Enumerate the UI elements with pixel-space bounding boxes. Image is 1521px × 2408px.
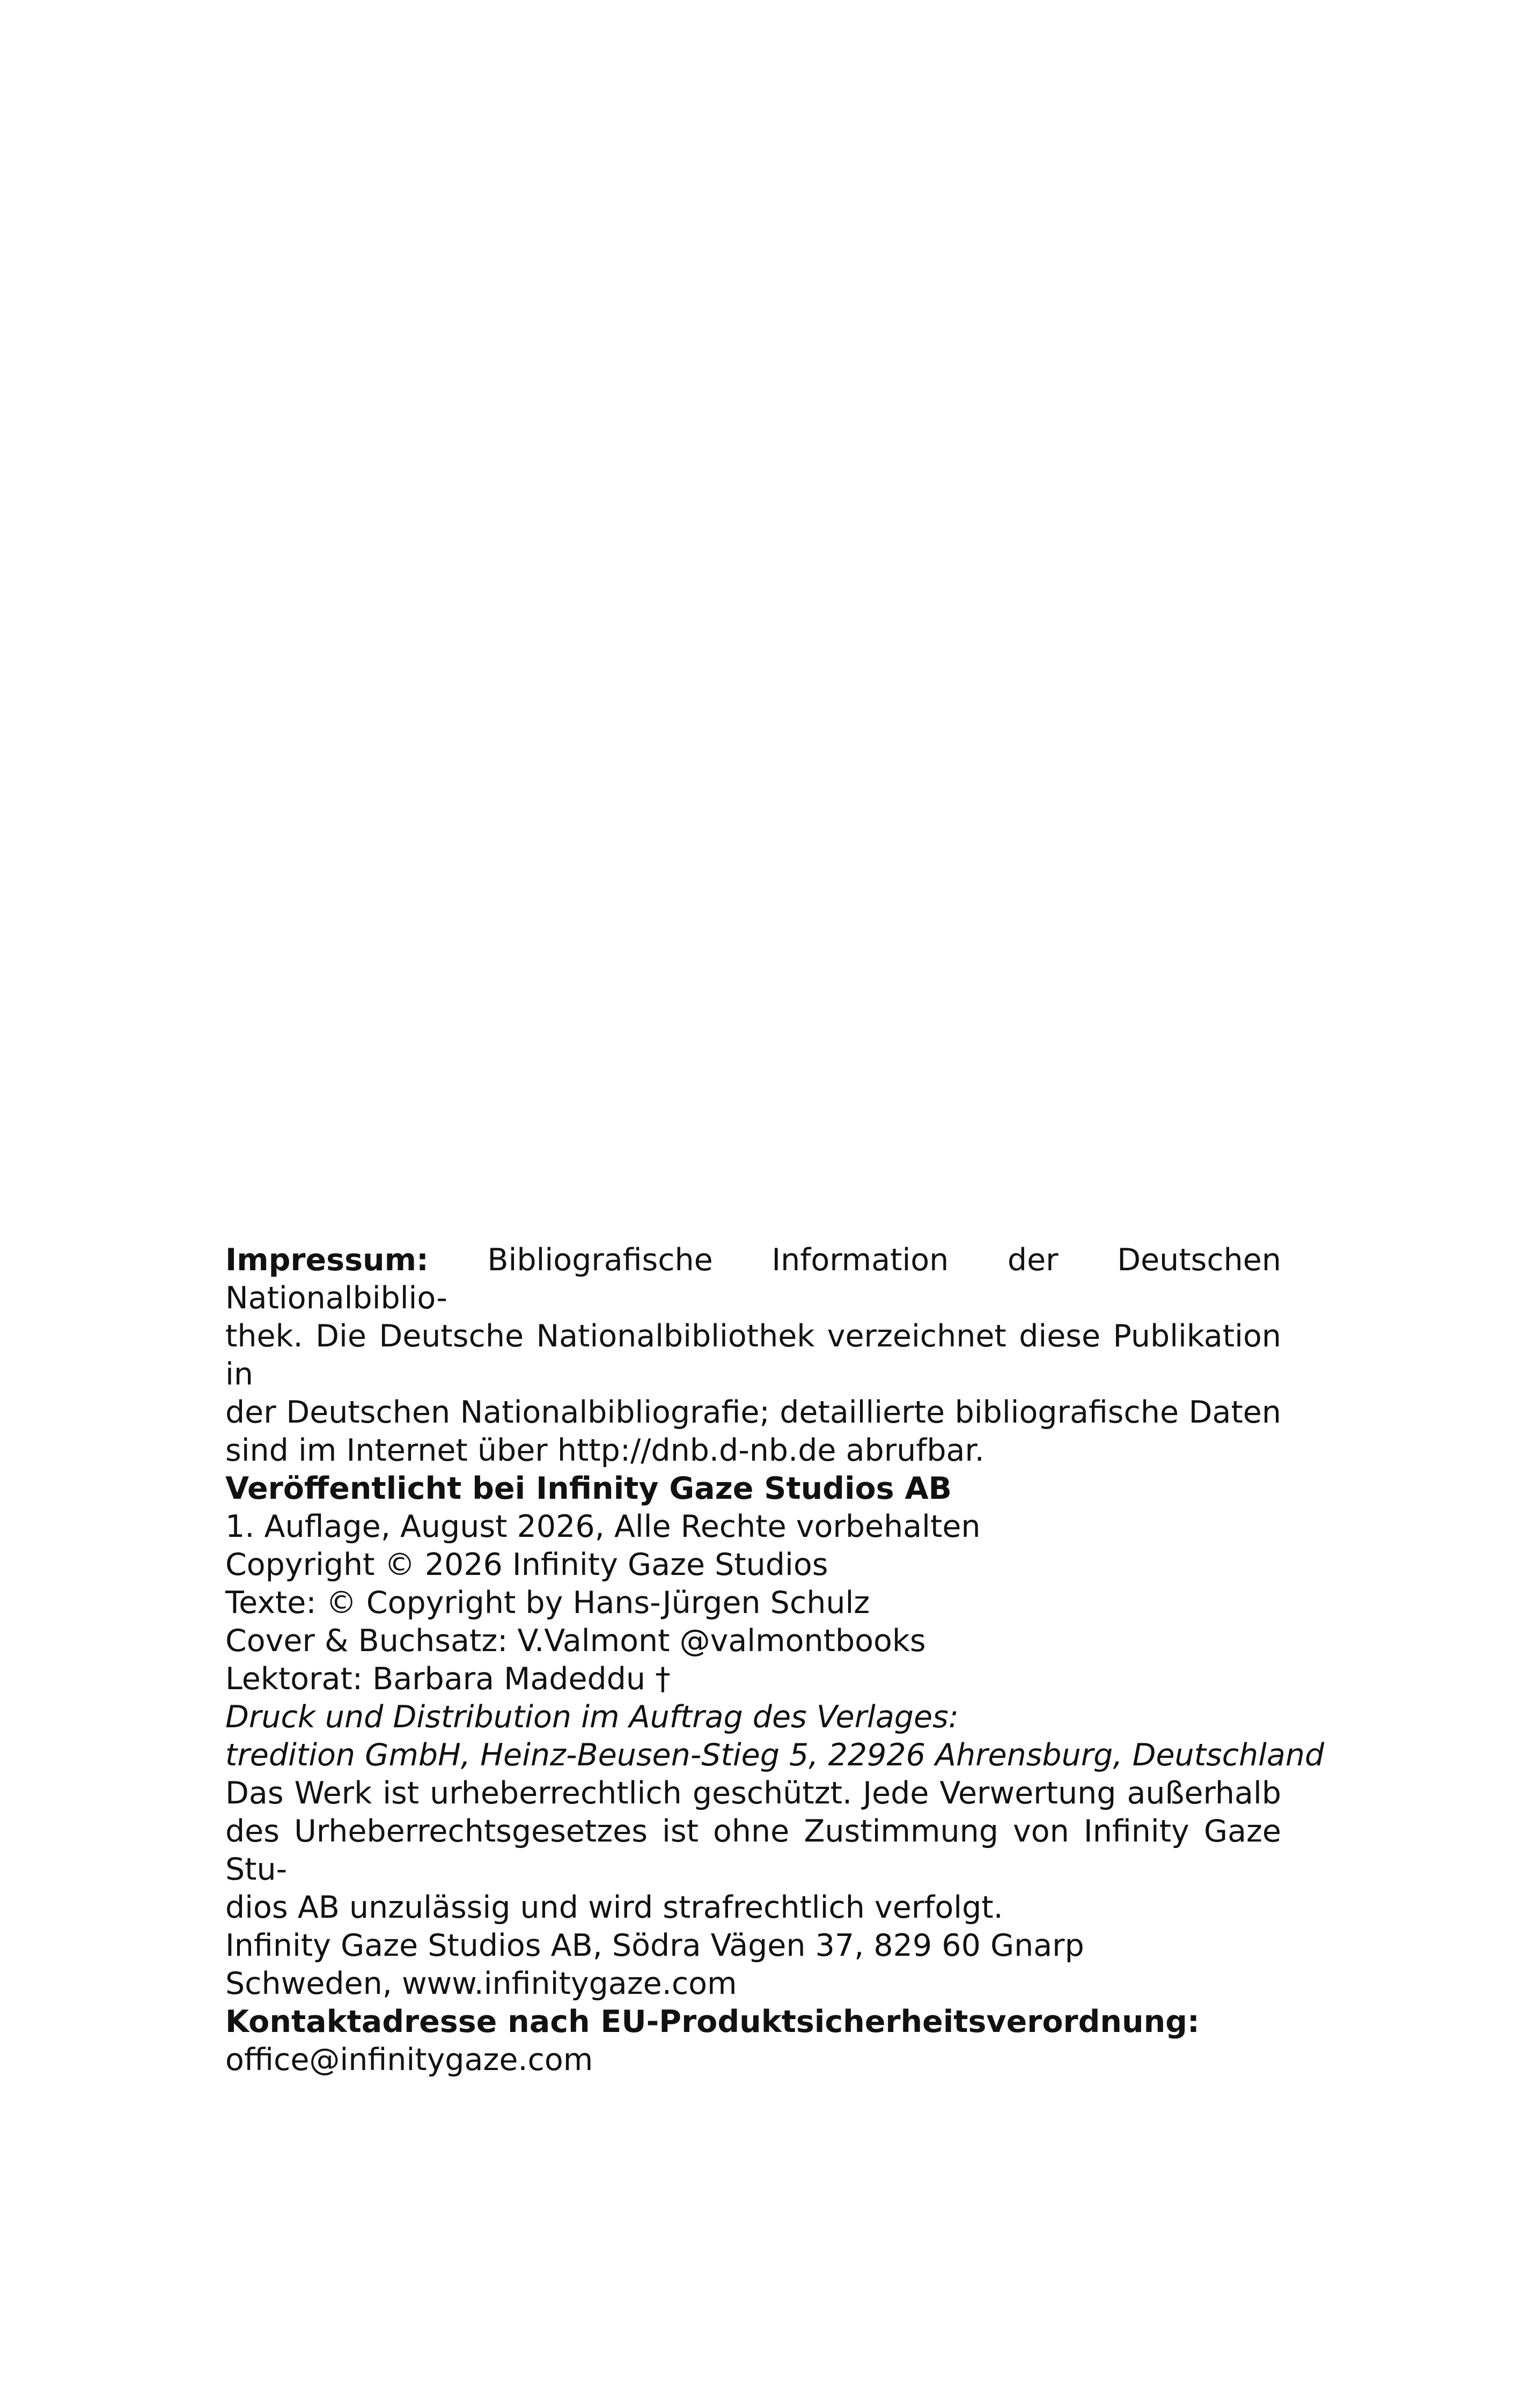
printer-address: tredition GmbH, Heinz-Beusen-Stieg 5, 22926 Ahrensburg, Deutschland (225, 1737, 1325, 1773)
copyright-line: Copyright © 2026 Infinity Gaze Studios (225, 1547, 828, 1582)
cover-credit: Cover & Buchsatz: V.Valmont @valmontbooks (225, 1623, 926, 1659)
editor-credit: Lektorat: Barbara Madeddu † (225, 1661, 671, 1697)
rights-line-1: Das Werk ist urheberrechtlich geschützt. Jede Verwertung außerhalb (225, 1776, 1281, 1811)
published-by: Veröffentlicht bei Infinity Gaze Studios AB (225, 1471, 952, 1506)
publisher-country-web: Schweden, www.infinitygaze.com (225, 1966, 737, 2001)
publisher-address: Infinity Gaze Studios AB, Södra Vägen 37, 829 60 Gnarp (225, 1928, 1084, 1963)
impressum-line-1 (225, 1241, 1281, 1317)
impressum-line-2: thek. Die Deutsche Nationalbibliothek verzeichnet diese Publikation in (225, 1319, 1281, 1392)
contact-heading: Kontaktadresse nach EU-Produktsicherheitsverordnung: (225, 2004, 1200, 2039)
rights-line-3: dios AB unzulässig und wird strafrechtlich verfolgt. (225, 1890, 1003, 1925)
impressum-line-4: sind im Internet über http://dnb.d-nb.de abrufbar. (225, 1433, 984, 1468)
imprint-block (225, 1241, 1325, 2079)
edition-line: 1. Auflage, August 2026, Alle Rechte vorbehalten (225, 1509, 981, 1544)
impressum-label: Impressum: (225, 1242, 429, 1278)
contact-email: office@infinitygaze.com (225, 2042, 593, 2078)
impressum-line-3: der Deutschen Nationalbibliografie; detaillierte bibliografische Daten (225, 1395, 1281, 1430)
print-distribution-heading: Druck und Distribution im Auftrag des Verlages: (225, 1699, 959, 1735)
rights-line-2: des Urheberrechtsgesetzes ist ohne Zustimmung von Infinity Gaze Stu- (225, 1814, 1281, 1887)
impressum-text-1: Bibliografische Information der Deutschen Nationalbiblio- (225, 1242, 1281, 1316)
texts-credit: Texte: © Copyright by Hans-Jürgen Schulz (225, 1585, 870, 1621)
